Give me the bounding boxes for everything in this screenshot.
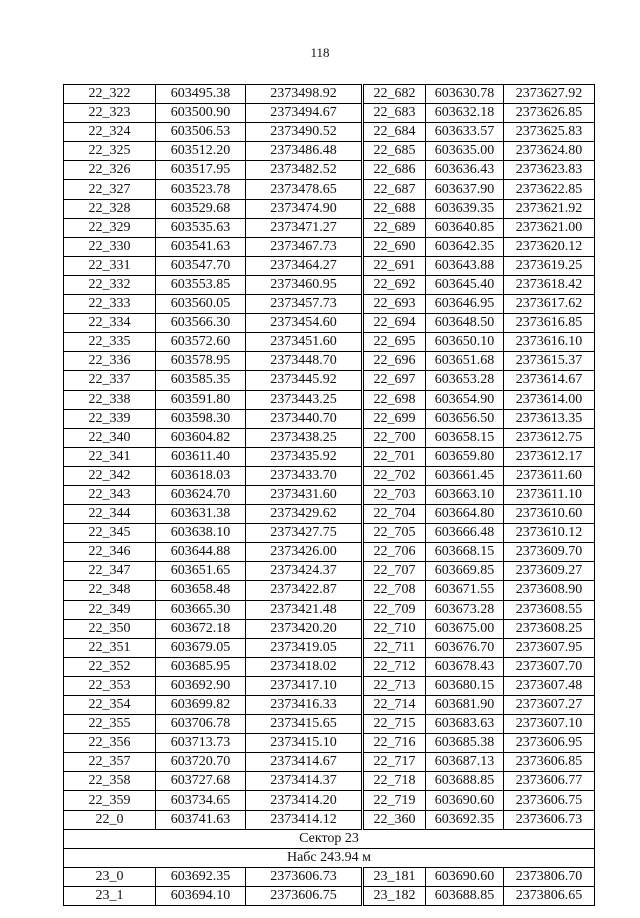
table-row [64,314,595,333]
point-id-cell: 22_348 [64,581,156,600]
x-coordinate-cell: 603591.80 [156,390,246,409]
point-id-cell: 22_353 [64,676,156,695]
y-coordinate-cell: 2373433.70 [246,466,363,485]
y-coordinate-cell: 2373454.60 [246,314,363,333]
x-coordinate-cell: 603734.65 [156,791,246,810]
point-id-cell: 22_691 [363,256,426,275]
x-coordinate-cell: 603690.60 [426,791,504,810]
point-id-cell: 22_328 [64,199,156,218]
y-coordinate-cell: 2373486.48 [246,142,363,161]
table-row [64,466,595,485]
point-id-cell: 22_360 [363,810,426,829]
y-coordinate-cell: 2373611.60 [504,466,595,485]
table-row [64,199,595,218]
point-id-cell: 22_712 [363,657,426,676]
x-coordinate-cell: 603648.50 [426,314,504,333]
y-coordinate-cell: 2373478.65 [246,180,363,199]
x-coordinate-cell: 603672.18 [156,619,246,638]
point-id-cell: 22_349 [64,600,156,619]
y-coordinate-cell: 2373417.10 [246,676,363,695]
y-coordinate-cell: 2373609.70 [504,543,595,562]
point-id-cell: 22_690 [363,237,426,256]
x-coordinate-cell: 603632.18 [426,104,504,123]
x-coordinate-cell: 603640.85 [426,218,504,237]
x-coordinate-cell: 603679.05 [156,638,246,657]
table-row [64,562,595,581]
y-coordinate-cell: 2373414.12 [246,810,363,829]
y-coordinate-cell: 2373608.25 [504,619,595,638]
y-coordinate-cell: 2373419.05 [246,638,363,657]
y-coordinate-cell: 2373414.20 [246,791,363,810]
point-id-cell: 22_0 [64,810,156,829]
point-id-cell: 22_705 [363,524,426,543]
x-coordinate-cell: 603651.65 [156,562,246,581]
y-coordinate-cell: 2373418.02 [246,657,363,676]
table-row [64,237,595,256]
point-id-cell: 22_703 [363,485,426,504]
y-coordinate-cell: 2373613.35 [504,409,595,428]
x-coordinate-cell: 603535.63 [156,218,246,237]
table-row [64,600,595,619]
point-id-cell: 22_337 [64,371,156,390]
point-id-cell: 22_698 [363,390,426,409]
point-id-cell: 22_687 [363,180,426,199]
y-coordinate-cell: 2373616.10 [504,333,595,352]
x-coordinate-cell: 603668.15 [426,543,504,562]
y-coordinate-cell: 2373614.67 [504,371,595,390]
y-coordinate-cell: 2373806.65 [504,886,595,905]
point-id-cell: 22_358 [64,772,156,791]
x-coordinate-cell: 603690.60 [426,867,504,886]
point-id-cell: 22_697 [363,371,426,390]
table-row [64,85,595,104]
x-coordinate-cell: 603675.00 [426,619,504,638]
point-id-cell: 22_356 [64,734,156,753]
table-row [64,867,595,886]
x-coordinate-cell: 603676.70 [426,638,504,657]
x-coordinate-cell: 603637.90 [426,180,504,199]
point-id-cell: 22_709 [363,600,426,619]
point-id-cell: 22_342 [64,466,156,485]
y-coordinate-cell: 2373424.37 [246,562,363,581]
table-row [64,505,595,524]
point-id-cell: 22_696 [363,352,426,371]
y-coordinate-cell: 2373438.25 [246,428,363,447]
table-row [64,810,595,829]
x-coordinate-cell: 603656.50 [426,409,504,428]
point-id-cell: 22_357 [64,753,156,772]
x-coordinate-cell: 603631.38 [156,505,246,524]
x-coordinate-cell: 603566.30 [156,314,246,333]
table-row [64,161,595,180]
point-id-cell: 22_340 [64,428,156,447]
x-coordinate-cell: 603500.90 [156,104,246,123]
y-coordinate-cell: 2373621.92 [504,199,595,218]
table-row [64,619,595,638]
table-row [64,123,595,142]
y-coordinate-cell: 2373414.37 [246,772,363,791]
x-coordinate-cell: 603512.20 [156,142,246,161]
x-coordinate-cell: 603646.95 [426,295,504,314]
x-coordinate-cell: 603541.63 [156,237,246,256]
x-coordinate-cell: 603692.35 [426,810,504,829]
table-row [64,715,595,734]
point-id-cell: 22_716 [363,734,426,753]
x-coordinate-cell: 603578.95 [156,352,246,371]
y-coordinate-cell: 2373429.62 [246,505,363,524]
point-id-cell: 22_693 [363,295,426,314]
x-coordinate-cell: 603624.70 [156,485,246,504]
x-coordinate-cell: 603651.68 [426,352,504,371]
y-coordinate-cell: 2373421.48 [246,600,363,619]
y-coordinate-cell: 2373625.83 [504,123,595,142]
point-id-cell: 22_708 [363,581,426,600]
y-coordinate-cell: 2373607.95 [504,638,595,657]
table-row [64,524,595,543]
point-id-cell: 22_343 [64,485,156,504]
x-coordinate-cell: 603523.78 [156,180,246,199]
y-coordinate-cell: 2373443.25 [246,390,363,409]
y-coordinate-cell: 2373607.48 [504,676,595,695]
table-row [64,428,595,447]
x-coordinate-cell: 603630.78 [426,85,504,104]
point-id-cell: 22_355 [64,715,156,734]
point-id-cell: 22_331 [64,256,156,275]
y-coordinate-cell: 2373494.67 [246,104,363,123]
point-id-cell: 22_717 [363,753,426,772]
x-coordinate-cell: 603661.45 [426,466,504,485]
y-coordinate-cell: 2373474.90 [246,199,363,218]
x-coordinate-cell: 603688.85 [426,886,504,905]
point-id-cell: 22_692 [363,275,426,294]
y-coordinate-cell: 2373420.20 [246,619,363,638]
x-coordinate-cell: 603618.03 [156,466,246,485]
x-coordinate-cell: 603685.38 [426,734,504,753]
point-id-cell: 22_699 [363,409,426,428]
point-id-cell: 22_689 [363,218,426,237]
y-coordinate-cell: 2373626.85 [504,104,595,123]
x-coordinate-cell: 603659.80 [426,447,504,466]
y-coordinate-cell: 2373606.75 [246,886,363,905]
point-id-cell: 23_182 [363,886,426,905]
point-id-cell: 22_330 [64,237,156,256]
point-id-cell: 22_341 [64,447,156,466]
y-coordinate-cell: 2373615.37 [504,352,595,371]
y-coordinate-cell: 2373806.70 [504,867,595,886]
y-coordinate-cell: 2373451.60 [246,333,363,352]
y-coordinate-cell: 2373471.27 [246,218,363,237]
table-row [64,886,595,905]
point-id-cell: 22_332 [64,275,156,294]
table-row [64,791,595,810]
y-coordinate-cell: 2373608.90 [504,581,595,600]
x-coordinate-cell: 603598.30 [156,409,246,428]
x-coordinate-cell: 603650.10 [426,333,504,352]
x-coordinate-cell: 603694.10 [156,886,246,905]
y-coordinate-cell: 2373606.95 [504,734,595,753]
y-coordinate-cell: 2373617.62 [504,295,595,314]
point-id-cell: 22_359 [64,791,156,810]
y-coordinate-cell: 2373614.00 [504,390,595,409]
x-coordinate-cell: 603666.48 [426,524,504,543]
y-coordinate-cell: 2373624.80 [504,142,595,161]
y-coordinate-cell: 2373457.73 [246,295,363,314]
table-row [64,696,595,715]
x-coordinate-cell: 603636.43 [426,161,504,180]
y-coordinate-cell: 2373482.52 [246,161,363,180]
point-id-cell: 22_715 [363,715,426,734]
table-row [64,638,595,657]
point-id-cell: 23_1 [64,886,156,905]
point-id-cell: 22_694 [363,314,426,333]
y-coordinate-cell: 2373606.75 [504,791,595,810]
point-id-cell: 22_344 [64,505,156,524]
x-coordinate-cell: 603699.82 [156,696,246,715]
x-coordinate-cell: 603658.15 [426,428,504,447]
x-coordinate-cell: 603635.00 [426,142,504,161]
y-coordinate-cell: 2373619.25 [504,256,595,275]
point-id-cell: 22_329 [64,218,156,237]
page-number: 118 [310,45,330,60]
x-coordinate-cell: 603720.70 [156,753,246,772]
table-row [64,772,595,791]
point-id-cell: 22_347 [64,562,156,581]
y-coordinate-cell: 2373445.92 [246,371,363,390]
y-coordinate-cell: 2373612.17 [504,447,595,466]
x-coordinate-cell: 603692.35 [156,867,246,886]
table-row [64,371,595,390]
x-coordinate-cell: 603633.57 [426,123,504,142]
x-coordinate-cell: 603529.68 [156,199,246,218]
table-row [64,485,595,504]
x-coordinate-cell: 603495.38 [156,85,246,104]
y-coordinate-cell: 2373611.10 [504,485,595,504]
table-row [64,543,595,562]
x-coordinate-cell: 603654.90 [426,390,504,409]
table-row [64,390,595,409]
y-coordinate-cell: 2373414.67 [246,753,363,772]
x-coordinate-cell: 603611.40 [156,447,246,466]
y-coordinate-cell: 2373431.60 [246,485,363,504]
point-id-cell: 22_719 [363,791,426,810]
y-coordinate-cell: 2373467.73 [246,237,363,256]
table-row [64,142,595,161]
table-row [64,676,595,695]
table-row [64,352,595,371]
x-coordinate-cell: 603741.63 [156,810,246,829]
table-row [64,295,595,314]
x-coordinate-cell: 603639.35 [426,199,504,218]
x-coordinate-cell: 603665.30 [156,600,246,619]
point-id-cell: 23_0 [64,867,156,886]
point-id-cell: 22_714 [363,696,426,715]
y-coordinate-cell: 2373606.77 [504,772,595,791]
x-coordinate-cell: 603653.28 [426,371,504,390]
y-coordinate-cell: 2373612.75 [504,428,595,447]
x-coordinate-cell: 603687.13 [426,753,504,772]
x-coordinate-cell: 603688.85 [426,772,504,791]
y-coordinate-cell: 2373435.92 [246,447,363,466]
point-id-cell: 22_323 [64,104,156,123]
x-coordinate-cell: 603645.40 [426,275,504,294]
section-row [64,848,595,867]
point-id-cell: 22_701 [363,447,426,466]
x-coordinate-cell: 603547.70 [156,256,246,275]
y-coordinate-cell: 2373427.75 [246,524,363,543]
point-id-cell: 22_345 [64,524,156,543]
x-coordinate-cell: 603680.15 [426,676,504,695]
y-coordinate-cell: 2373621.00 [504,218,595,237]
y-coordinate-cell: 2373498.92 [246,85,363,104]
y-coordinate-cell: 2373415.10 [246,734,363,753]
point-id-cell: 22_711 [363,638,426,657]
point-id-cell: 22_334 [64,314,156,333]
point-id-cell: 22_704 [363,505,426,524]
x-coordinate-cell: 603572.60 [156,333,246,352]
x-coordinate-cell: 603664.80 [426,505,504,524]
x-coordinate-cell: 603678.43 [426,657,504,676]
y-coordinate-cell: 2373609.27 [504,562,595,581]
point-id-cell: 22_327 [64,180,156,199]
point-id-cell: 22_685 [363,142,426,161]
y-coordinate-cell: 2373608.55 [504,600,595,619]
y-coordinate-cell: 2373618.42 [504,275,595,294]
x-coordinate-cell: 603644.88 [156,543,246,562]
x-coordinate-cell: 603713.73 [156,734,246,753]
x-coordinate-cell: 603727.68 [156,772,246,791]
point-id-cell: 22_683 [363,104,426,123]
x-coordinate-cell: 603506.53 [156,123,246,142]
table-row [64,180,595,199]
y-coordinate-cell: 2373607.70 [504,657,595,676]
point-id-cell: 22_326 [64,161,156,180]
point-id-cell: 22_324 [64,123,156,142]
coordinates-table-body [64,85,595,906]
point-id-cell: 22_700 [363,428,426,447]
sector-title: Сектор 23 [64,829,595,848]
y-coordinate-cell: 2373440.70 [246,409,363,428]
point-id-cell: 22_354 [64,696,156,715]
x-coordinate-cell: 603638.10 [156,524,246,543]
point-id-cell: 22_710 [363,619,426,638]
x-coordinate-cell: 603706.78 [156,715,246,734]
x-coordinate-cell: 603643.88 [426,256,504,275]
y-coordinate-cell: 2373610.60 [504,505,595,524]
y-coordinate-cell: 2373610.12 [504,524,595,543]
x-coordinate-cell: 603663.10 [426,485,504,504]
y-coordinate-cell: 2373627.92 [504,85,595,104]
y-coordinate-cell: 2373426.00 [246,543,363,562]
table-row [64,333,595,352]
section-row [64,829,595,848]
point-id-cell: 22_684 [363,123,426,142]
point-id-cell: 22_682 [363,85,426,104]
point-id-cell: 22_351 [64,638,156,657]
point-id-cell: 22_338 [64,390,156,409]
y-coordinate-cell: 2373490.52 [246,123,363,142]
x-coordinate-cell: 603553.85 [156,275,246,294]
point-id-cell: 22_718 [363,772,426,791]
point-id-cell: 22_325 [64,142,156,161]
point-id-cell: 22_707 [363,562,426,581]
y-coordinate-cell: 2373422.87 [246,581,363,600]
point-id-cell: 22_322 [64,85,156,104]
y-coordinate-cell: 2373464.27 [246,256,363,275]
y-coordinate-cell: 2373607.10 [504,715,595,734]
y-coordinate-cell: 2373616.85 [504,314,595,333]
y-coordinate-cell: 2373623.83 [504,161,595,180]
x-coordinate-cell: 603642.35 [426,237,504,256]
y-coordinate-cell: 2373606.85 [504,753,595,772]
point-id-cell: 22_346 [64,543,156,562]
x-coordinate-cell: 603685.95 [156,657,246,676]
y-coordinate-cell: 2373620.12 [504,237,595,256]
y-coordinate-cell: 2373606.73 [504,810,595,829]
point-id-cell: 22_350 [64,619,156,638]
table-row [64,447,595,466]
sector-area: Набс 243.94 м [64,848,595,867]
y-coordinate-cell: 2373460.95 [246,275,363,294]
x-coordinate-cell: 603671.55 [426,581,504,600]
point-id-cell: 22_335 [64,333,156,352]
point-id-cell: 22_713 [363,676,426,695]
y-coordinate-cell: 2373416.33 [246,696,363,715]
point-id-cell: 22_339 [64,409,156,428]
x-coordinate-cell: 603673.28 [426,600,504,619]
y-coordinate-cell: 2373622.85 [504,180,595,199]
table-row [64,409,595,428]
table-row [64,581,595,600]
point-id-cell: 22_352 [64,657,156,676]
point-id-cell: 22_686 [363,161,426,180]
y-coordinate-cell: 2373448.70 [246,352,363,371]
point-id-cell: 22_706 [363,543,426,562]
table-row [64,256,595,275]
coordinates-table [63,84,595,906]
point-id-cell: 22_695 [363,333,426,352]
point-id-cell: 22_702 [363,466,426,485]
x-coordinate-cell: 603669.85 [426,562,504,581]
point-id-cell: 23_181 [363,867,426,886]
x-coordinate-cell: 603692.90 [156,676,246,695]
x-coordinate-cell: 603560.05 [156,295,246,314]
y-coordinate-cell: 2373607.27 [504,696,595,715]
table-row [64,734,595,753]
x-coordinate-cell: 603517.95 [156,161,246,180]
table-row [64,753,595,772]
table-row [64,104,595,123]
y-coordinate-cell: 2373606.73 [246,867,363,886]
x-coordinate-cell: 603658.48 [156,581,246,600]
table-row [64,275,595,294]
x-coordinate-cell: 603604.82 [156,428,246,447]
x-coordinate-cell: 603683.63 [426,715,504,734]
x-coordinate-cell: 603585.35 [156,371,246,390]
point-id-cell: 22_333 [64,295,156,314]
y-coordinate-cell: 2373415.65 [246,715,363,734]
table-row [64,657,595,676]
point-id-cell: 22_688 [363,199,426,218]
table-row [64,218,595,237]
point-id-cell: 22_336 [64,352,156,371]
x-coordinate-cell: 603681.90 [426,696,504,715]
